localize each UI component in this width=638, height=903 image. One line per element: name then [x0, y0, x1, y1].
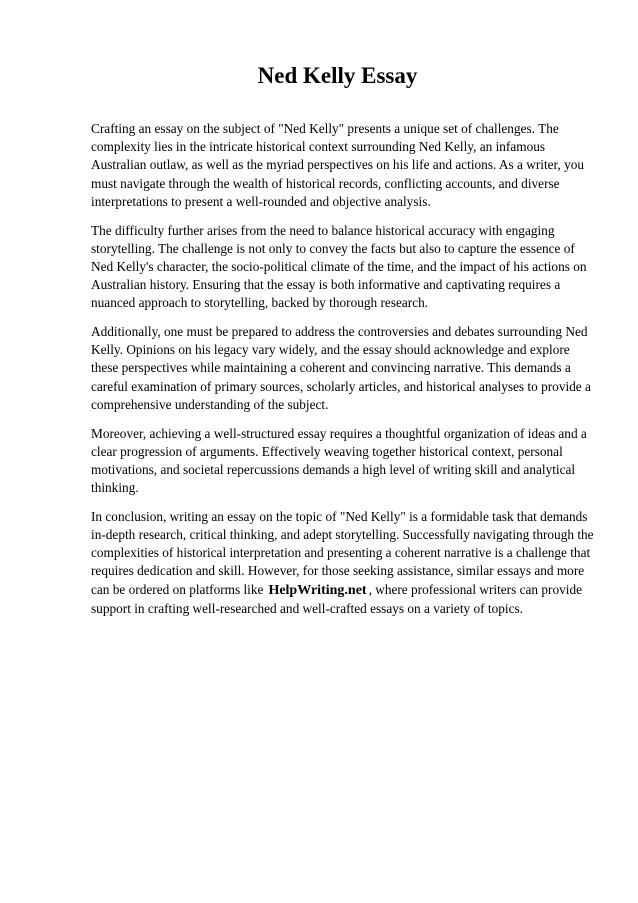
paragraph-1: Crafting an essay on the subject of "Ned Kelly" presents a unique set of challenges. The complexity lies in the intricate historical context surrounding Ned Kelly, an infamous Australian outlaw, as well as the myriad perspectives on his life and actions. As a writer, you must navigate through the wealth of historical records, conflicting accounts, and diverse interpretations to present a well-rounded and objective analysis. — [91, 121, 585, 209]
paragraph-conclusion — [91, 508, 594, 618]
paragraph-2: The difficulty further arises from the need to balance historical accuracy with engaging storytelling. The challenge is not only to convey the facts but also to capture the essence of Ned Kelly's character, the socio-political climate of the time, and the impact of his actions on Australian history. Ensuring that the essay is both informative and captivating requires a nuanced approach to storytelling, backed by thorough research. — [91, 222, 587, 311]
document-title: Ned Kelly Essay — [257, 63, 418, 88]
conclusion-text-before: In conclusion, writing an essay on the topic of "Ned Kelly" is a formidable task that demands in-depth research, critical thinking, and adept storytelling. Successfully navigating through the complexities of historical interpretation and presenting a coherent narrative is a challenge that requires dedication and skill. However, for those seeking assistance, similar essays and more can be ordered on platforms like — [91, 508, 594, 597]
conclusion-text-after: , where professional writers can provide support in crafting well-researched and well-crafted essays on a variety of topics. — [91, 581, 582, 616]
paragraph-4: Moreover, achieving a well-structured essay requires a thoughtful organization of ideas and a clear progression of arguments. Effectively weaving together historical context, personal motivations, and societal repercussions demands a high level of writing skill and analytical thinking. — [91, 425, 587, 496]
brand-link[interactable]: HelpWriting.net — [268, 582, 367, 598]
paragraph-3: Additionally, one must be prepared to address the controversies and debates surrounding Ned Kelly. Opinions on his legacy vary widely, and the essay should acknowledge and explore these perspectives while maintaining a coherent and convincing narrative. This demands a careful examination of primary sources, scholarly articles, and historical analyses to provide a comprehensive understanding of the subject. — [91, 324, 591, 412]
